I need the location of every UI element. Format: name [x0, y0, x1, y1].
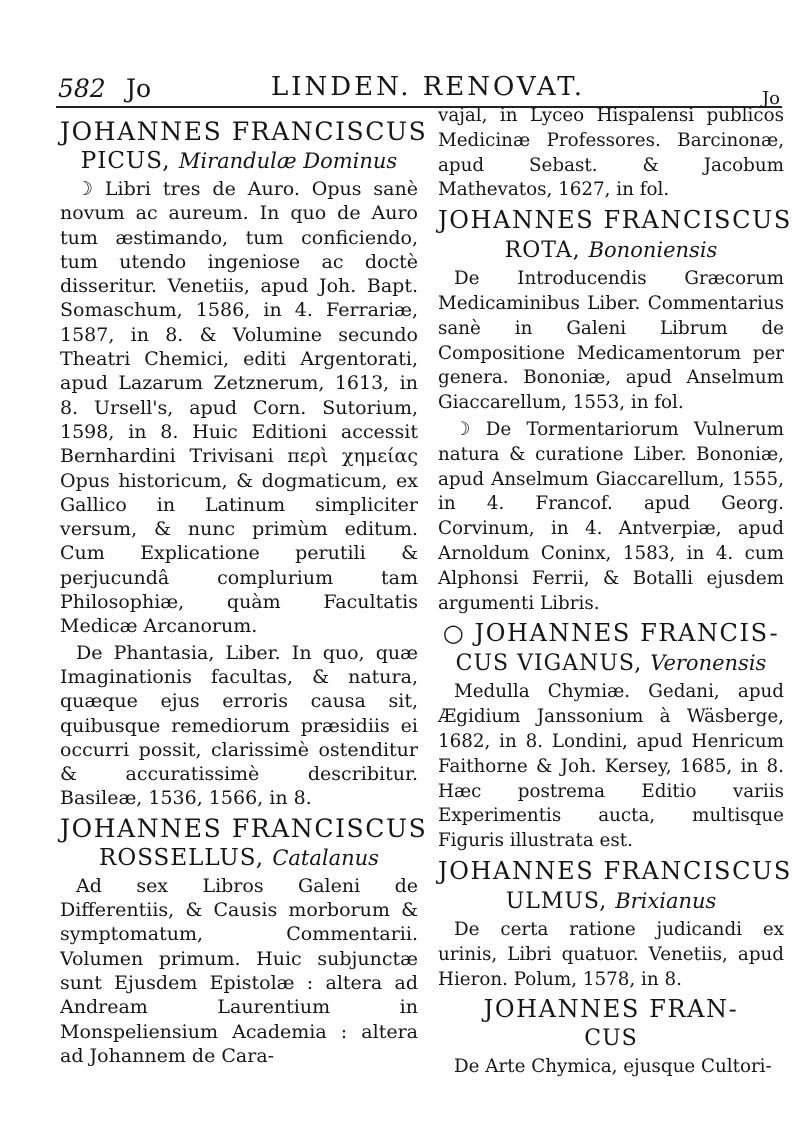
catchword: Jo	[761, 88, 780, 109]
page-number: 582	[58, 74, 106, 103]
entry-paragraph: De Arte Chymica, ejusque Cultori-	[454, 1056, 772, 1078]
entry-subheading	[438, 887, 784, 916]
author-place: Bononiensis	[588, 238, 718, 263]
running-title: LINDEN. RENOVAT.	[271, 72, 586, 102]
author-place: Mirandulæ Dominus	[178, 149, 398, 173]
author-name: ROSSELLUS,	[99, 844, 265, 871]
entry-subheading	[60, 844, 418, 872]
entry-viganus	[438, 618, 784, 854]
author-name: ROTA,	[504, 238, 581, 264]
entry-paragraph: ☽ Libri tres de Auro. Opus sanè novum ac aureum. In quo de Auro tum æstimando, tum conficiendo, tum utendo ingeniose ac doctè disseritur. Venetiis, apud Joh. Bapt. Somaschum, 1586, in 4. Ferrariæ, 1587, in 8. & Volumine secundo Theatri Chemici, editi Argentorati, apud Lazarum Zetznerum, 1613, in 8. Ursell's, apud Corn. Sutorium, 1598, in 8. Huic Editioni accessit Bernhardini Trivisani περὶ χημείας Opus historicum, & dogmaticum, ex Gallico in Latinum simpliciter versum, & nunc primùm editum. Cum Explicatione perutili & perjucundâ complurium tam Philosophiæ, quàm Facultatis Medicæ Arcanorum.	[60, 178, 418, 638]
running-header	[56, 66, 782, 108]
entry-heading: ○ JOHANNES FRANCIS-	[442, 619, 780, 648]
entry-paragraph: De Phantasia, Liber. In quo, quæ Imaginationis facultas, & natura, quæque ejus erroris causa sit, quibusque remediorum præsidiis ei occurri possit, clarissimè ostenditur & accuratissimè describitur. Basileæ, 1536, 1566, in 8.	[60, 641, 418, 810]
author-name: CUS	[584, 1026, 638, 1052]
entry-heading: JOHANNES FRAN-	[483, 995, 739, 1024]
entry-heading: JOHANNES FRANCISCUS	[60, 813, 428, 843]
entry-subheading	[438, 236, 784, 265]
entry-subheading	[438, 649, 784, 678]
entry-subheading	[438, 1025, 784, 1053]
entry-paragraph: Medulla Chymiæ. Gedani, apud Ægidium Janssonium à Wäsberge, 1682, in 8. Londini, apud Henricum Faithorne & Joh. Kersey, 1685, in 8. Hæc postrema Editio variis Experimentis aucta, multisque Figuris illustrata est.	[438, 681, 784, 852]
entry-paragraph: De certa ratione judicandi ex urinis, Libri quatuor. Venetiis, apud Hieron. Polum, 1578, in 8.	[438, 918, 784, 990]
author-name: ULMUS,	[505, 888, 608, 914]
entry-picus	[60, 116, 428, 811]
entry-paragraph: ☽ De Tormentariorum Vulnerum natura & curatione Liber. Bononiæ, apud Anselmum Giaccarellum, 1555, in 4. Francof. apud Georg. Corvinum, in 4. Antverpiæ, apud Arnoldum Coninx, 1583, in 4. cum Alphonsi Ferrii, & Botalli ejusdem argumenti Libris.	[438, 418, 784, 614]
entry-ulmus	[438, 856, 792, 992]
entry-rota	[438, 205, 792, 616]
entry-heading: JOHANNES FRANCISCUS	[438, 206, 792, 235]
left-column	[60, 116, 428, 1070]
entry-heading: JOHANNES FRANCISCUS	[60, 117, 428, 146]
entry-paragraph: Ad sex Libros Galeni de Differentiis, & Causis morborum & symptomatum, Commentarii. Volumen primum. Huic subjunctæ sunt Ejusdem Epistolæ : altera ad Andream Laurentium in Monspeliensium Academia : altera ad Johannem de Cara-	[60, 874, 418, 1067]
continuation-paragraph: vajal, in Lyceo Hispalensi publicos Medicinæ Professores. Barcinonæ, apud Sebast. & Jacobum Mathevatos, 1627, in fol.	[438, 105, 784, 201]
right-column	[438, 104, 792, 1082]
author-name: CUS VIGANUS,	[455, 651, 643, 677]
entry-franciscus-last	[438, 994, 784, 1080]
author-place: Brixianus	[615, 888, 717, 913]
section-mark: Jo	[126, 74, 152, 103]
author-name: PICUS,	[80, 148, 171, 174]
entry-subheading	[60, 147, 418, 175]
entry-rossellus	[60, 813, 428, 1068]
author-place: Catalanus	[272, 845, 379, 870]
author-place: Veronensis	[650, 651, 767, 676]
entry-paragraph: De Introducendis Græcorum Medicaminibus Liber. Commentarius sanè in Galeni Librum de Compositione Medicamentorum per genera. Bononiæ, apud Anselmum Giaccarellum, 1553, in fol.	[438, 268, 784, 414]
entry-heading: JOHANNES FRANCISCUS	[438, 856, 792, 885]
